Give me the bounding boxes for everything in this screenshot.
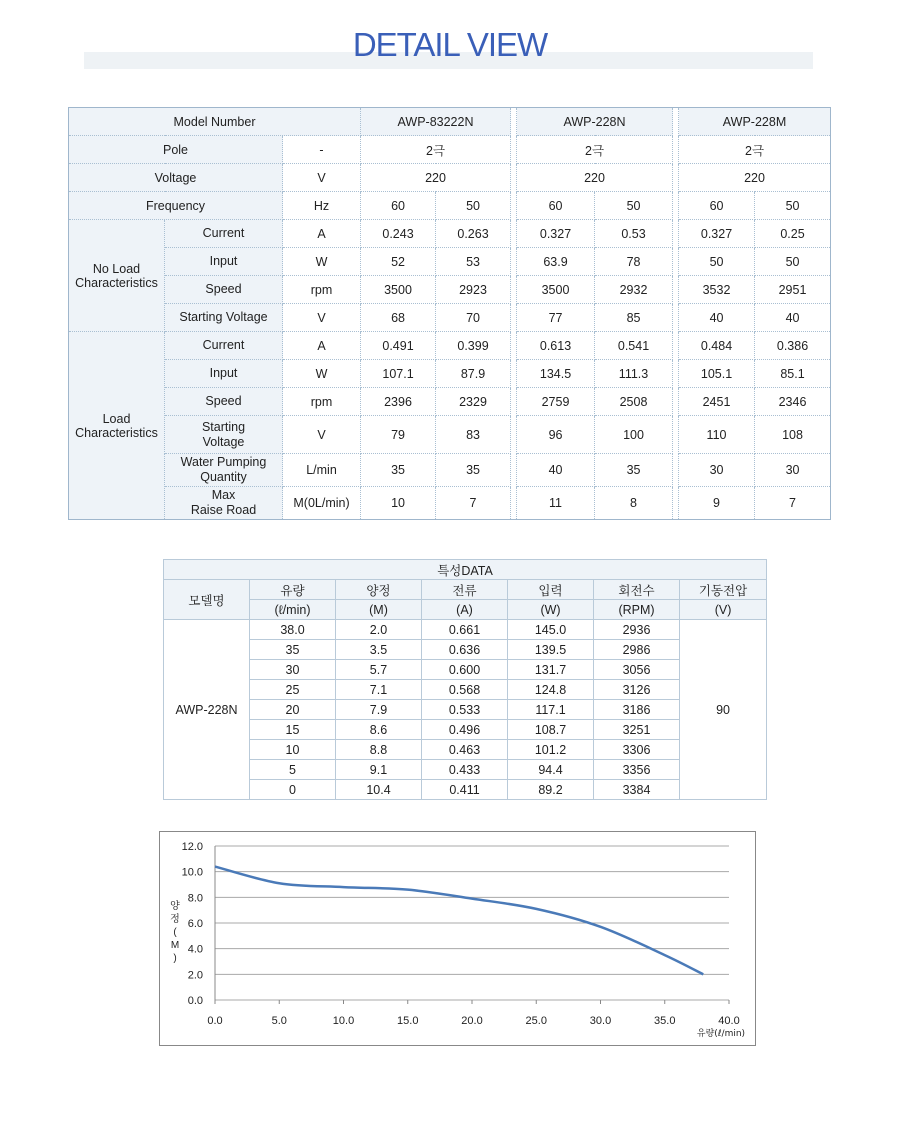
start-voltage-cell: 90 <box>680 620 767 800</box>
load-row <box>69 454 831 487</box>
data-header-row <box>164 580 767 600</box>
cell-value: 87.9 <box>436 360 511 388</box>
cell-value: 9.1 <box>336 760 422 780</box>
cell-value: 108.7 <box>508 720 594 740</box>
x-tick-label: 10.0 <box>332 1015 355 1027</box>
cell-value: 60 <box>361 192 436 220</box>
row-unit: A <box>283 220 361 248</box>
cell-value: 83 <box>436 416 511 454</box>
cell-value: 40 <box>679 304 755 332</box>
cell-value: 2극 <box>517 136 673 164</box>
cell-value: 145.0 <box>508 620 594 640</box>
cell-value: 0.25 <box>755 220 831 248</box>
cell-value: 2451 <box>679 388 755 416</box>
cell-value: 10 <box>361 487 436 520</box>
cell-value: 0.568 <box>422 680 508 700</box>
cell-value: 0.613 <box>517 332 595 360</box>
no-load-row <box>69 220 831 248</box>
y-tick-label: 0.0 <box>187 995 203 1007</box>
cell-value: 3500 <box>361 276 436 304</box>
cell-value: 0.399 <box>436 332 511 360</box>
cell-value: 2951 <box>755 276 831 304</box>
cell-value: 60 <box>679 192 755 220</box>
cell-value: 0.327 <box>679 220 755 248</box>
x-axis-label: 유량(ℓ/min) <box>696 1029 746 1039</box>
y-tick-label: 8.0 <box>187 892 203 905</box>
model-cell: AWP-228N <box>164 620 250 800</box>
column-unit: (A) <box>422 600 508 620</box>
y-axis-label-char: ( <box>173 927 177 938</box>
cell-value: 3532 <box>679 276 755 304</box>
cell-value: 107.1 <box>361 360 436 388</box>
cell-value: 0.661 <box>422 620 508 640</box>
row-label: Model Number <box>69 108 361 136</box>
column-header: 유량 <box>250 580 336 600</box>
row-unit: rpm <box>283 276 361 304</box>
cell-value: 63.9 <box>517 248 595 276</box>
cell-value: 0 <box>250 780 336 800</box>
cell-value: 10 <box>250 740 336 760</box>
cell-value: 89.2 <box>508 780 594 800</box>
table-row <box>164 780 767 800</box>
row-label: Max Raise Road <box>165 487 283 520</box>
cell-value: 8.6 <box>336 720 422 740</box>
row-unit: L/min <box>283 454 361 487</box>
table-row <box>164 700 767 720</box>
row-unit: W <box>283 360 361 388</box>
cell-value: 9 <box>679 487 755 520</box>
row-label: Speed <box>165 388 283 416</box>
y-axis-label-char: 양 <box>170 901 180 912</box>
y-axis-label <box>168 900 182 965</box>
row-unit: rpm <box>283 388 361 416</box>
cell-value: 35 <box>361 454 436 487</box>
row-label: Pole <box>69 136 283 164</box>
row-unit: V <box>283 304 361 332</box>
y-axis-label-text <box>168 900 182 965</box>
cell-value: 131.7 <box>508 660 594 680</box>
frequency-row <box>69 192 831 220</box>
table-row <box>164 660 767 680</box>
cell-value: 78 <box>595 248 673 276</box>
cell-value: 124.8 <box>508 680 594 700</box>
cell-value: 7 <box>436 487 511 520</box>
cell-value: 2936 <box>594 620 680 640</box>
cell-value: 0.491 <box>361 332 436 360</box>
row-unit: W <box>283 248 361 276</box>
row-label: Input <box>165 248 283 276</box>
spec-table <box>68 107 831 520</box>
row-label: Speed <box>165 276 283 304</box>
x-tick-label: 20.0 <box>461 1015 483 1027</box>
row-unit: A <box>283 332 361 360</box>
cell-value: 30 <box>755 454 831 487</box>
cell-value: 0.386 <box>755 332 831 360</box>
cell-value: 101.2 <box>508 740 594 760</box>
y-tick-label: 12.0 <box>181 841 203 853</box>
cell-value: 0.484 <box>679 332 755 360</box>
cell-value: 2.0 <box>336 620 422 640</box>
row-unit: M(0L/min) <box>283 487 361 520</box>
load-row <box>69 388 831 416</box>
x-tick-label: 25.0 <box>525 1015 547 1027</box>
cell-value: 3356 <box>594 760 680 780</box>
cell-value: 8.8 <box>336 740 422 760</box>
cell-value: 25 <box>250 680 336 700</box>
load-row <box>69 487 831 520</box>
model-header: 모델명 <box>164 580 250 620</box>
cell-value: 3500 <box>517 276 595 304</box>
y-tick-label: 6.0 <box>187 918 203 930</box>
cell-value: 139.5 <box>508 640 594 660</box>
cell-value: 40 <box>517 454 595 487</box>
cell-value: 220 <box>517 164 673 192</box>
cell-value: 7.9 <box>336 700 422 720</box>
x-tick-label: 40.0 <box>718 1015 740 1027</box>
cell-value: 50 <box>436 192 511 220</box>
y-tick-label: 10.0 <box>181 866 203 879</box>
cell-value: 8 <box>595 487 673 520</box>
cell-value: 85 <box>595 304 673 332</box>
column-header: 양정 <box>336 580 422 600</box>
cell-value: 38.0 <box>250 620 336 640</box>
cell-value: 0.243 <box>361 220 436 248</box>
cell-value: 134.5 <box>517 360 595 388</box>
cell-value: 7 <box>755 487 831 520</box>
cell-value: 70 <box>436 304 511 332</box>
cell-value: 117.1 <box>508 700 594 720</box>
row-label: Water Pumping Quantity <box>165 454 283 487</box>
characteristics-data-table <box>163 559 767 800</box>
cell-value: 35 <box>250 640 336 660</box>
row-label: Input <box>165 360 283 388</box>
data-caption: 특성DATA <box>164 560 767 580</box>
column-header: 회전수 <box>594 580 680 600</box>
model-name: AWP-83222N <box>361 108 511 136</box>
cell-value: 50 <box>755 248 831 276</box>
cell-value: 3056 <box>594 660 680 680</box>
cell-value: 0.433 <box>422 760 508 780</box>
data-unit-row <box>164 600 767 620</box>
cell-value: 2986 <box>594 640 680 660</box>
row-label: Starting Voltage <box>165 416 283 454</box>
cell-value: 3186 <box>594 700 680 720</box>
cell-value: 3.5 <box>336 640 422 660</box>
table-row <box>164 740 767 760</box>
y-axis-label-char: ) <box>173 953 177 964</box>
row-label: Current <box>165 220 283 248</box>
cell-value: 2396 <box>361 388 436 416</box>
table-row <box>164 720 767 740</box>
pole-row <box>69 136 831 164</box>
cell-value: 0.411 <box>422 780 508 800</box>
cell-value: 0.541 <box>595 332 673 360</box>
cell-value: 40 <box>755 304 831 332</box>
cell-value: 5 <box>250 760 336 780</box>
column-header: 기동전압 <box>680 580 767 600</box>
no-load-group-label: No Load Characteristics <box>69 220 165 332</box>
cell-value: 60 <box>517 192 595 220</box>
chart-svg <box>160 832 755 1045</box>
cell-value: 50 <box>755 192 831 220</box>
cell-value: 96 <box>517 416 595 454</box>
cell-value: 3251 <box>594 720 680 740</box>
y-tick-label: 2.0 <box>187 969 203 982</box>
model-name: AWP-228N <box>517 108 673 136</box>
column-unit: (W) <box>508 600 594 620</box>
cell-value: 0.600 <box>422 660 508 680</box>
no-load-row <box>69 276 831 304</box>
row-label: Starting Voltage <box>165 304 283 332</box>
x-tick-label: 5.0 <box>271 1015 287 1027</box>
y-axis-label-char: M <box>170 940 180 951</box>
cell-value: 30 <box>250 660 336 680</box>
cell-value: 85.1 <box>755 360 831 388</box>
row-label: Current <box>165 332 283 360</box>
table-row <box>164 620 767 640</box>
model-name: AWP-228M <box>679 108 831 136</box>
load-row <box>69 332 831 360</box>
cell-value: 2923 <box>436 276 511 304</box>
cell-value: 20 <box>250 700 336 720</box>
x-tick-label: 30.0 <box>589 1015 612 1027</box>
cell-value: 0.496 <box>422 720 508 740</box>
column-unit: (RPM) <box>594 600 680 620</box>
cell-value: 0.263 <box>436 220 511 248</box>
column-unit: (V) <box>680 600 767 620</box>
table-row <box>164 640 767 660</box>
cell-value: 2759 <box>517 388 595 416</box>
cell-value: 220 <box>679 164 831 192</box>
column-unit: (M) <box>336 600 422 620</box>
cell-value: 35 <box>436 454 511 487</box>
cell-value: 68 <box>361 304 436 332</box>
performance-chart <box>159 831 756 1046</box>
table-row <box>164 760 767 780</box>
cell-value: 2508 <box>595 388 673 416</box>
cell-value: 50 <box>595 192 673 220</box>
cell-value: 100 <box>595 416 673 454</box>
column-unit: (ℓ/min) <box>250 600 336 620</box>
cell-value: 105.1 <box>679 360 755 388</box>
row-label: Frequency <box>69 192 283 220</box>
cell-value: 11 <box>517 487 595 520</box>
load-group-label: Load Characteristics <box>69 332 165 520</box>
y-tick-label: 4.0 <box>187 943 203 956</box>
cell-value: 0.636 <box>422 640 508 660</box>
row-label: Voltage <box>69 164 283 192</box>
row-unit: - <box>283 136 361 164</box>
x-tick-label: 15.0 <box>397 1015 419 1027</box>
cell-value: 2극 <box>361 136 511 164</box>
series-line <box>215 867 703 975</box>
y-axis-label-char: 정 <box>170 914 180 925</box>
data-caption-row <box>164 560 767 580</box>
cell-value: 10.4 <box>336 780 422 800</box>
cell-value: 94.4 <box>508 760 594 780</box>
cell-value: 15 <box>250 720 336 740</box>
cell-value: 7.1 <box>336 680 422 700</box>
row-unit: Hz <box>283 192 361 220</box>
row-unit: V <box>283 164 361 192</box>
cell-value: 2346 <box>755 388 831 416</box>
cell-value: 111.3 <box>595 360 673 388</box>
no-load-row <box>69 248 831 276</box>
cell-value: 0.463 <box>422 740 508 760</box>
cell-value: 2극 <box>679 136 831 164</box>
column-header: 입력 <box>508 580 594 600</box>
cell-value: 0.533 <box>422 700 508 720</box>
cell-value: 30 <box>679 454 755 487</box>
voltage-row <box>69 164 831 192</box>
cell-value: 108 <box>755 416 831 454</box>
row-unit: V <box>283 416 361 454</box>
cell-value: 220 <box>361 164 511 192</box>
page-title: DETAIL VIEW <box>352 26 548 63</box>
no-load-row <box>69 304 831 332</box>
cell-value: 35 <box>595 454 673 487</box>
cell-value: 0.53 <box>595 220 673 248</box>
table-row <box>164 680 767 700</box>
cell-value: 2932 <box>595 276 673 304</box>
cell-value: 110 <box>679 416 755 454</box>
x-tick-label: 0.0 <box>207 1015 223 1027</box>
cell-value: 0.327 <box>517 220 595 248</box>
cell-value: 3306 <box>594 740 680 760</box>
column-header: 전류 <box>422 580 508 600</box>
load-row <box>69 416 831 454</box>
cell-value: 50 <box>679 248 755 276</box>
cell-value: 79 <box>361 416 436 454</box>
x-tick-label: 35.0 <box>654 1015 676 1027</box>
load-row <box>69 360 831 388</box>
cell-value: 3126 <box>594 680 680 700</box>
cell-value: 53 <box>436 248 511 276</box>
cell-value: 52 <box>361 248 436 276</box>
model-row <box>69 108 831 136</box>
cell-value: 2329 <box>436 388 511 416</box>
cell-value: 77 <box>517 304 595 332</box>
cell-value: 5.7 <box>336 660 422 680</box>
cell-value: 3384 <box>594 780 680 800</box>
